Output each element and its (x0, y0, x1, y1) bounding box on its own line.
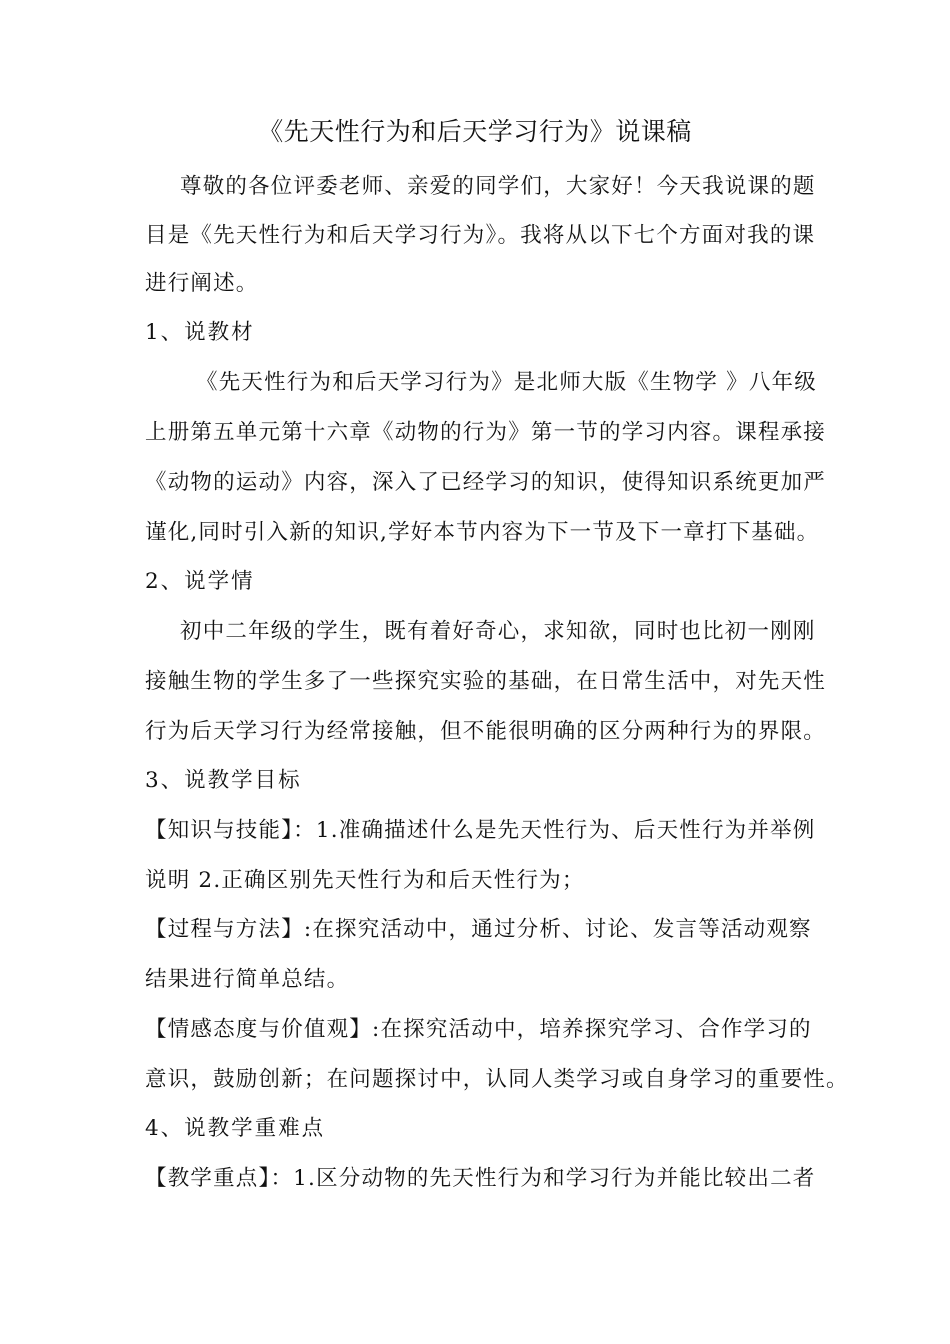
paragraph-line: 《先天性行为和后天学习行为》是北师大版《生物学 》八年级 (196, 370, 817, 395)
section-heading: 1、说教材 (145, 320, 255, 345)
paragraph-line: 《动物的运动》内容，深入了已经学习的知识，使得知识系统更加严 (145, 470, 827, 495)
paragraph-line: 进行阐述。 (145, 271, 259, 296)
section-heading: 3、说教学目标 (145, 768, 302, 793)
paragraph-line: 结果进行简单总结。 (145, 967, 350, 992)
paragraph-line: 【教学重点】：1.区分动物的先天性行为和学习行为并能比较出二者 (145, 1166, 816, 1191)
paragraph-line: 【知识与技能】：1.准确描述什么是先天性行为、后天性行为并举例 (145, 818, 816, 843)
paragraph-line: 上册第五单元第十六章《动物的行为》第一节的学习内容。课程承接 (145, 420, 827, 445)
paragraph-line: 说明 2.正确区别先天性行为和后天性行为； (145, 868, 585, 893)
paragraph-line: 谨化,同时引入新的知识,学好本节内容为下一节及下一章打下基础。 (145, 520, 820, 545)
paragraph-line: 尊敬的各位评委老师、亲爱的同学们，大家好！今天我说课的题 (180, 174, 816, 199)
paragraph-line: 【过程与方法】:在探究活动中，通过分析、讨论、发言等活动观察 (145, 917, 812, 942)
document-title: 《先天性行为和后天学习行为》说课稿 (258, 117, 692, 146)
paragraph-line: 接触生物的学生多了一些探究实验的基础，在日常生活中，对先天性 (145, 669, 827, 694)
paragraph-line: 【情感态度与价值观】:在探究活动中，培养探究学习、合作学习的 (145, 1017, 812, 1042)
paragraph-line: 目是《先天性行为和后天学习行为》。我将从以下七个方面对我的课 (145, 223, 816, 248)
paragraph-line: 初中二年级的学生，既有着好奇心，求知欲，同时也比初一刚刚 (180, 619, 816, 644)
section-heading: 4、说教学重难点 (145, 1116, 326, 1141)
paragraph-line: 意识，鼓励创新；在问题探讨中，认同人类学习或自身学习的重要性。 (145, 1067, 849, 1092)
section-heading: 2、说学情 (145, 569, 255, 594)
paragraph-line: 行为后天学习行为经常接触，但不能很明确的区分两种行为的界限。 (145, 719, 827, 744)
